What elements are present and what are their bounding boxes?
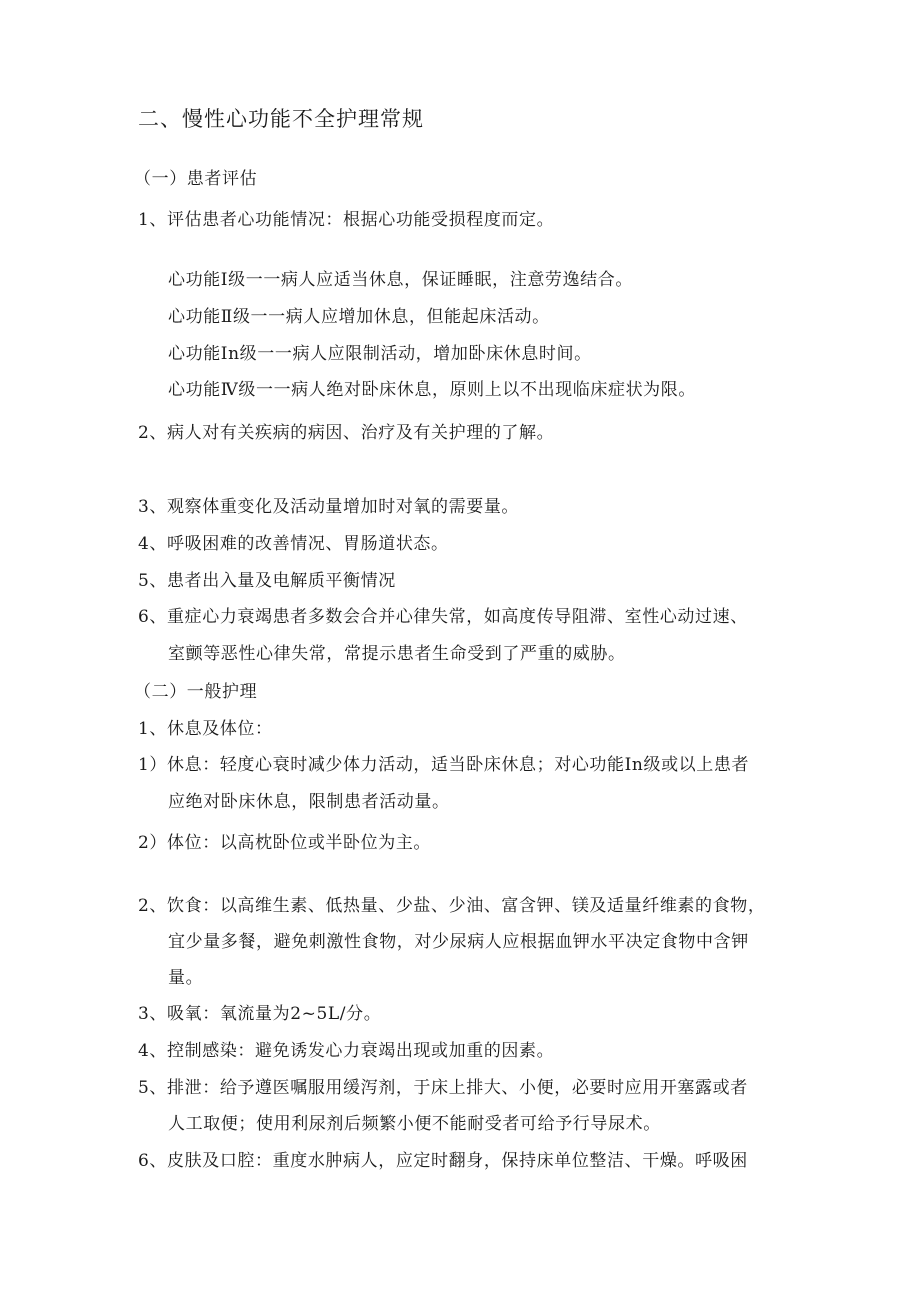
heart-function-grade-3: 心功能In级一一病人应限制活动，增加卧床休息时间。 [168,344,592,364]
care-item-5-line-2: 人工取便；使用利尿剂后频繁小便不能耐受者可给予行导尿术。 [168,1114,661,1134]
page-title: 二、慢性心功能不全护理常规 [138,107,424,131]
care-item-4: 4、控制感染：避免诱发心力衰竭出现或加重的因素。 [138,1041,555,1061]
heart-function-grade-1: 心功能Ⅰ级一一病人应适当休息，保证睡眠，注意劳逸结合。 [168,270,633,290]
assessment-item-2: 2、病人对有关疾病的病因、治疗及有关护理的了解。 [138,423,555,443]
assessment-item-1: 1、评估患者心功能情况：根据心功能受损程度而定。 [138,210,555,230]
care-item-1-1-line-2: 应绝对卧床休息，限制患者活动量。 [168,792,450,812]
care-item-6-line-1: 6、皮肤及口腔：重度水肿病人，应定时翻身，保持床单位整洁、干燥。呼吸困 [138,1151,748,1171]
section-heading-general-care: （二）一般护理 [134,682,258,702]
care-item-3: 3、吸氧：氧流量为2~5L/分。 [138,1004,382,1024]
assessment-item-4: 4、呼吸困难的改善情况、胃肠道状态。 [138,534,449,554]
heart-function-grade-2: 心功能Ⅱ级一一病人应增加休息，但能起床活动。 [168,307,550,327]
care-item-2-line-3: 量。 [168,968,204,988]
assessment-item-6-line-2: 室颤等恶性心律失常，常提示患者生命受到了严重的威胁。 [168,644,626,664]
care-item-2-line-1: 2、饮食：以高维生素、低热量、少盐、少油、富含钾、镁及适量纤维素的食物， [138,896,766,916]
assessment-item-3: 3、观察体重变化及活动量增加时对氧的需要量。 [138,497,520,517]
assessment-item-6-line-1: 6、重症心力衰竭患者多数会合并心律失常，如高度传导阻滞、室性心动过速、 [138,607,748,627]
heart-function-grade-4: 心功能Ⅳ级一一病人绝对卧床休息，原则上以不出现临床症状为限。 [168,380,696,400]
care-item-1: 1、休息及体位： [138,719,273,739]
care-item-5-line-1: 5、排泄：给予遵医嘱服用缓泻剂，于床上排大、小便，必要时应用开塞露或者 [138,1078,748,1098]
section-heading-assessment: （一）患者评估 [134,169,258,189]
assessment-item-5: 5、患者出入量及电解质平衡情况 [138,571,396,591]
care-item-2-line-2: 宜少量多餐，避免刺激性食物，对少尿病人应根据血钾水平决定食物中含钾 [168,932,749,952]
care-item-1-1-line-1: 1）休息：轻度心衰时减少体力活动，适当卧床休息；对心功能In级或以上患者 [138,755,750,775]
care-item-1-2: 2）体位：以高枕卧位或半卧位为主。 [138,833,432,853]
